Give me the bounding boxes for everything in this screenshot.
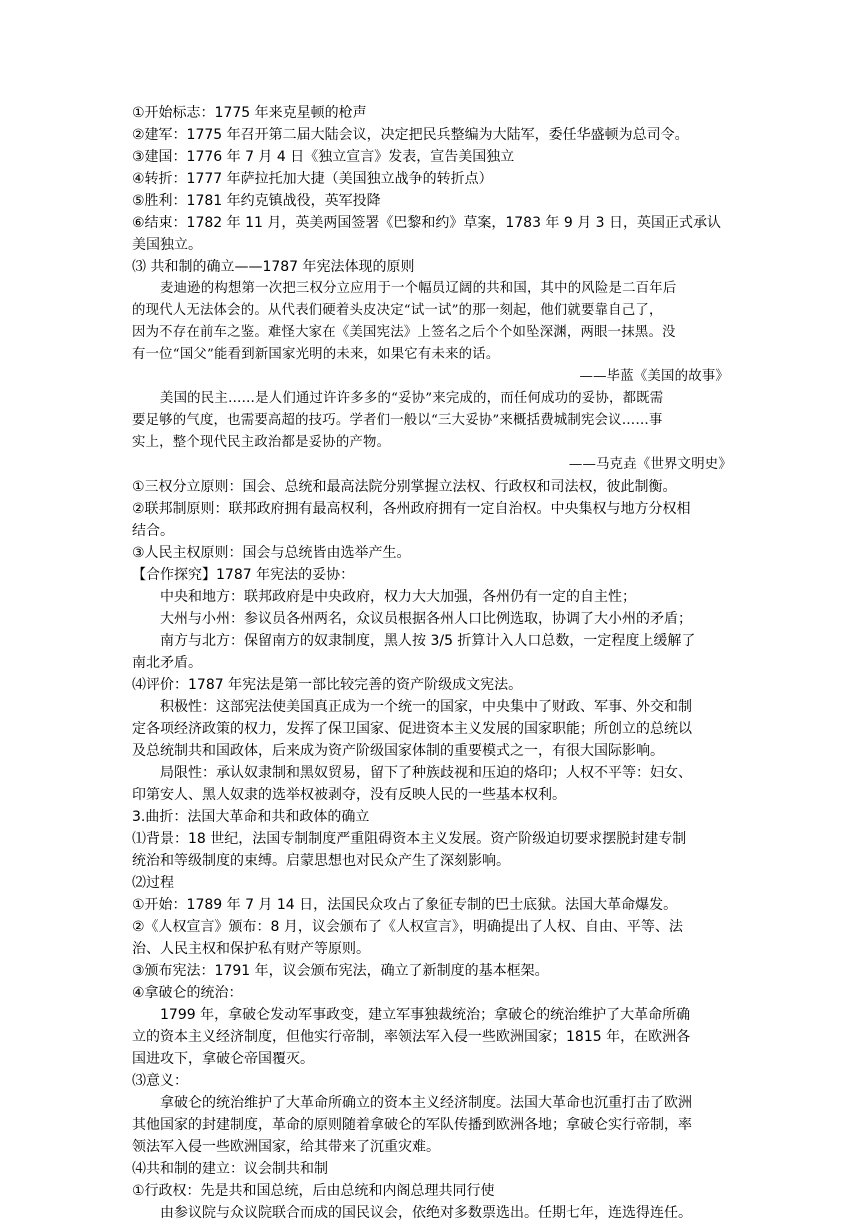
section-heading: ⑷评价：1787 年宪法是第一部比较完善的资产阶级成文宪法。	[132, 677, 523, 693]
quote-line: 实上，整个现代民主政治都是妥协的产物。	[132, 435, 391, 450]
text-line: ②建军：1775 年召开第二届大陆会议，决定把民兵整编为大陆军，委任华盛顿为总司令。	[132, 127, 689, 143]
text-line: ①行政权：先是共和国总统，后由总统和内阁总理共同行使	[132, 1183, 495, 1199]
text-line: 领法军入侵一些欧洲国家，给其带来了沉重灾难。	[132, 1139, 440, 1155]
quote-line: 的现代人无法体会的。从代表们硬着头皮决定“试一试”的那一刻起，他们就要靠自己了，	[132, 303, 663, 318]
text-line: ④转折：1777 年萨拉托加大捷（美国独立战争的转折点）	[132, 171, 493, 187]
section-heading: ⑶ 共和制的确立——1787 年宪法体现的原则	[132, 259, 415, 275]
quote-line: 有一位“国父”能看到新国家光明的未来，如果它有未来的话。	[132, 347, 500, 362]
text-line: 其他国家的封建制度，革命的原则随着拿破仑的军队传播到欧洲各地；拿破仑实行帝制，率	[132, 1117, 692, 1133]
text-line: 立的资本主义经济制度，但他实行帝制，率领法军入侵一些欧洲国家；1815 年，在欧洲各	[132, 1029, 691, 1045]
section-heading: ⑶意义：	[132, 1073, 188, 1089]
quote-line: 美国的民主……是人们通过许许多多的“妥协”来完成的，而任何成功的妥协，都既需	[160, 391, 664, 406]
text-line: 局限性：承认奴隶制和黑奴贸易，留下了种族歧视和压迫的烙印；人权不平等：妇女、	[160, 765, 692, 781]
section-heading: ⑵过程	[132, 875, 174, 891]
quote-line: 麦迪逊的构想第一次把三权分立应用于一个幅员辽阔的共和国，其中的风险是二百年后	[160, 281, 677, 296]
text-line: 中央和地方：联邦政府是中央政府，权力大大加强，各州仍有一定的自主性；	[160, 589, 636, 605]
quote-source: ——马克垚《世界文明史》	[568, 457, 732, 472]
text-line: ②《人权宣言》颁布：8 月，议会颁布了《人权宣言》，明确提出了人权、自由、平等、法	[132, 919, 683, 935]
text-line: 大州与小州：参议员各州两名，众议员根据各州人口比例选取，协调了大小州的矛盾；	[160, 611, 692, 627]
text-line: 美国独立。	[132, 237, 202, 253]
text-line: 治、人民主权和保护私有财产等原则。	[132, 941, 370, 957]
section-heading: ⑷共和制的建立：议会制共和制	[132, 1161, 328, 1177]
text-line: ③人民主权原则：国会与总统皆由选举产生。	[132, 545, 411, 561]
text-line: ⑥结束：1782 年 11 月，英美两国签署《巴黎和约》草案，1783 年 9 月 3 日，英国正式承认	[132, 215, 722, 231]
text-line: ①开始标志：1775 年来克星顿的枪声	[132, 105, 367, 121]
text-line: ①三权分立原则：国会、总统和最高法院分别掌握立法权、行政权和司法权，彼此制衡。	[132, 479, 677, 495]
text-line: 南方与北方：保留南方的奴隶制度，黑人按 3/5 折算计入人口总数，一定程度上缓解了	[160, 633, 696, 649]
text-line: 南北矛盾。	[132, 655, 202, 671]
text-line: 统治和等级制度的束缚。启蒙思想也对民众产生了深刻影响。	[132, 853, 510, 869]
text-line: 1799 年，拿破仑发动军事政变，建立军事独裁统治；拿破仑的统治维护了大革命所确	[160, 1007, 691, 1023]
text-line: 拿破仑的统治维护了大革命所确立的资本主义经济制度。法国大革命也沉重打击了欧洲	[160, 1095, 692, 1111]
section-heading: 【合作探究】1787 年宪法的妥协：	[132, 567, 355, 583]
text-line: ③建国：1776 年 7 月 4 日《独立宣言》发表，宣告美国独立	[132, 149, 515, 165]
section-heading: 3.曲折：法国大革命和共和政体的确立	[132, 809, 370, 825]
text-line: ⑤胜利：1781 年约克镇战役，英军投降	[132, 193, 381, 209]
text-line: 及总统制共和国政体，后来成为资产阶级国家体制的重要模式之一，有很大国际影响。	[132, 743, 664, 759]
text-line: ⑴背景：18 世纪，法国专制制度严重阻碍资本主义发展。资产阶级迫切要求摆脱封建专制	[132, 831, 687, 847]
text-line: 定各项经济政策的权力，发挥了保卫国家、促进资本主义发展的国家职能；所创立的总统以	[132, 721, 692, 737]
text-line: ③颁布宪法：1791 年，议会颁布宪法，确立了新制度的基本框架。	[132, 963, 549, 979]
text-line: 结合。	[132, 523, 174, 539]
text-line: ②联邦制原则：联邦政府拥有最高权利，各州政府拥有一定自治权。中央集权与地方分权相	[132, 501, 691, 517]
text-line: 由参议院与众议院联合而成的国民议会，依绝对多数票选出。任期七年，连选得连任。	[160, 1205, 692, 1221]
text-line: ①开始：1789 年 7 月 14 日，法国民众攻占了象征专制的巴士底狱。法国大革命爆发。	[132, 897, 678, 913]
text-line: 积极性：这部宪法使美国真正成为一个统一的国家，中央集中了财政、军事、外交和制	[160, 699, 692, 715]
quote-source: ——毕蓝《美国的故事》	[579, 369, 729, 384]
text-line: 国进攻下，拿破仑帝国覆灭。	[132, 1051, 314, 1067]
quote-line: 因为不存在前车之鉴。难怪大家在《美国宪法》上签名之后个个如坠深渊，两眼一抹黑。没	[132, 325, 676, 340]
text-line: 印第安人、黑人奴隶的选举权被剥夺，没有反映人民的一些基本权利。	[132, 787, 566, 803]
text-line: ④拿破仑的统治：	[132, 985, 243, 1001]
quote-line: 要足够的气度，也需要高超的技巧。学者们一般以“三大妥协”来概括费城制宪会议……事	[132, 413, 663, 428]
